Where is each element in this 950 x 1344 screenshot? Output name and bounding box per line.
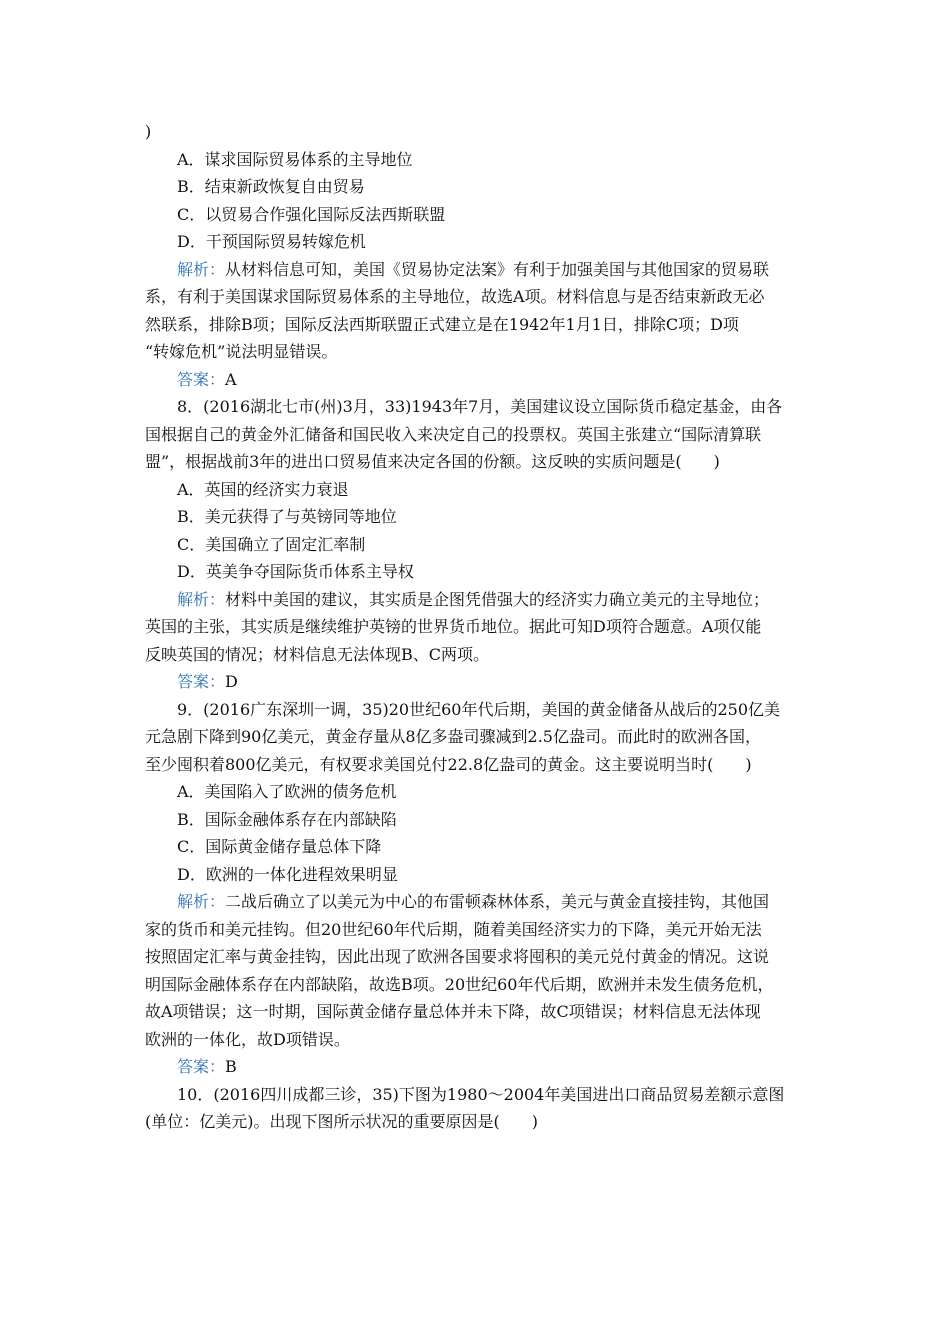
q9-option-c: C．国际黄金储存量总体下降 [177,837,382,856]
q9-analysis-line-1 [145,888,810,916]
q7-analysis-line-1 [145,256,810,284]
q10-stem-line-1: 10．(2016四川成都三诊，35)下图为1980～2004年美国进出口商品贸易差额示意图 [177,1084,785,1104]
q8-option-b: B．美元获得了与英镑同等地位 [177,507,397,526]
q7-option-d: D．干预国际贸易转嫁危机 [177,232,366,251]
analysis-label: 解析： [177,259,226,279]
q9-stem-line-3: 至少囤积着800亿美元，有权要求美国兑付22.8亿盎司的黄金。这主要说明当时( ) [145,754,752,774]
analysis-label: 解析： [177,589,226,609]
q9-option-a: A．美国陷入了欧洲的债务危机 [177,782,397,801]
q9-analysis-line-2: 家的货币和美元挂钩。但20世纪60年代后期，随着美国经济实力的下降，美元开始无法 [145,919,762,939]
q9-analysis-line-4: 明国际金融体系存在内部缺陷，故选B项。20世纪60年代后期，欧洲并未发生债务危机， [145,974,774,994]
q7-option-b: B．结束新政恢复自由贸易 [177,177,365,196]
q9-analysis-line-3: 按照固定汇率与黄金挂钩，因此出现了欧洲各国要求将囤积的美元兑付黄金的情况。这说 [145,947,770,966]
q7-stem-tail: ) [145,122,152,141]
q7-analysis-line-2: 系，有利于美国谋求国际贸易体系的主导地位，故选A项。材料信息与是否结束新政无必 [145,287,765,306]
q9-answer-value: B [225,1057,237,1076]
q7-answer [145,366,810,394]
answer-label: 答案： [177,1057,226,1076]
q8-option-c: C．美国确立了固定汇率制 [177,534,366,554]
q8-analysis-line-2: 英国的主张，其实质是继续维护英镑的世界货币地位。据此可知D项符合题意。A项仅能 [145,617,762,636]
q9-option-b: B．国际金融体系存在内部缺陷 [177,809,397,829]
q9-analysis-line-5: 故A项错误；这一时期，国际黄金储存量总体并未下降，故C项错误；材料信息无法体现 [145,1002,761,1021]
q8-answer [145,668,810,696]
answer-label: 答案： [177,672,226,691]
q7-analysis-text: 从材料信息可知，美国《贸易协定法案》有利于加强美国与其他国家的贸易联 [225,259,770,279]
q7-analysis-line-4: “转嫁危机”说法明显错误。 [145,342,338,361]
q7-answer-value: A [225,369,237,389]
q8-analysis-line-1 [145,586,810,614]
q9-analysis-text: 二战后确立了以美元为中心的布雷顿森林体系，美元与黄金直接挂钩，其他国 [225,892,770,911]
analysis-label: 解析： [177,892,226,911]
page-content [145,118,810,1136]
q9-analysis-line-6: 欧洲的一体化，故D项错误。 [145,1029,350,1049]
q8-answer-value: D [225,672,238,691]
q10-stem-line-2: (单位：亿美元)。出现下图所示状况的重要原因是( ) [145,1112,538,1131]
q9-answer [145,1053,810,1081]
q8-analysis-line-3: 反映英国的情况；材料信息无法体现B、C两项。 [145,644,490,664]
q8-option-d: D．英美争夺国际货币体系主导权 [177,562,414,581]
answer-label: 答案： [177,369,226,389]
q9-stem-line-2: 元急剧下降到90亿美元，黄金存量从8亿多盎司骤减到2.5亿盎司。而此时的欧洲各国， [145,727,761,746]
q9-stem-line-1: 9．(2016广东深圳一调，35)20世纪60年代后期，美国的黄金储备从战后的250亿美 [177,699,781,719]
q9-option-d: D．欧洲的一体化进程效果明显 [177,864,398,884]
q7-option-a: A．谋求国际贸易体系的主导地位 [177,149,413,169]
q8-stem-line-3: 盟”，根据战前3年的进出口贸易值来决定各国的份额。这反映的实质问题是( ) [145,452,720,471]
q7-option-c: C．以贸易合作强化国际反法西斯联盟 [177,204,446,224]
q8-stem-line-2: 国根据自己的黄金外汇储备和国民收入来决定自己的投票权。英国主张建立“国际清算联 [145,424,762,444]
q8-option-a: A．英国的经济实力衰退 [177,479,349,499]
q8-stem-line-1: 8．(2016湖北七市(州)3月，33)1943年7月，美国建议设立国际货币稳定基金，由各 [177,397,783,416]
q7-analysis-line-3: 然联系，排除B项；国际反法西斯联盟正式建立是在1942年1月1日，排除C项；D项 [145,314,739,334]
q8-analysis-text: 材料中美国的建议，其实质是企图凭借强大的经济实力确立美元的主导地位； [225,589,770,609]
